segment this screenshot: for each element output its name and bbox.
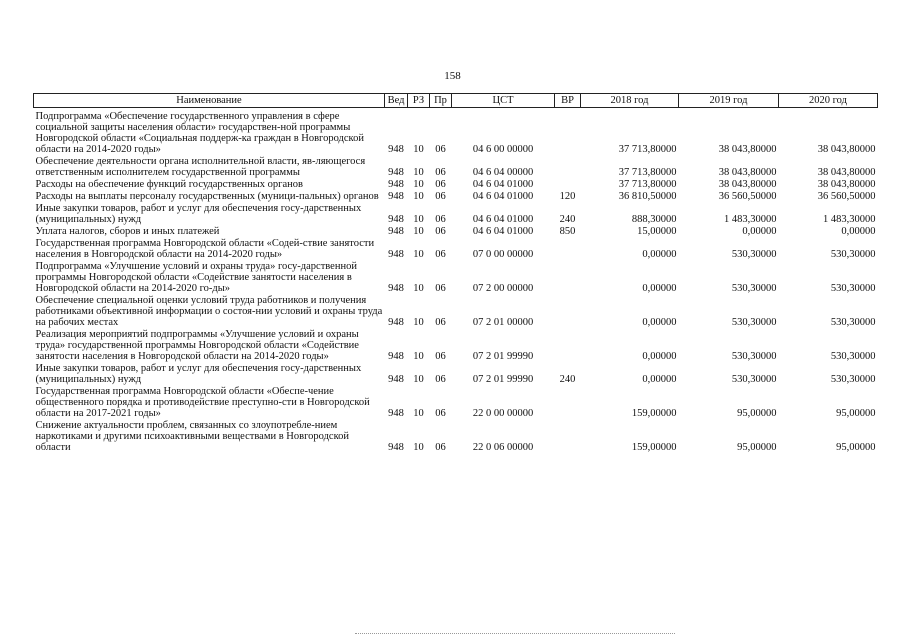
row-2019: 1 483,30000 <box>724 214 777 225</box>
header-2018: 2018 год <box>581 94 679 108</box>
row-cst: 04 6 04 01000 <box>472 226 534 237</box>
row-name: Государственная программа Новгородской области «Содей-ствие занятости населения в Новгородской области на 2014-2020 годы» <box>35 238 375 260</box>
row-ved: 948 <box>388 408 404 419</box>
row-rz: 10 <box>413 179 424 190</box>
row-cst: 22 0 06 00000 <box>472 442 534 453</box>
row-cst: 07 2 01 99990 <box>472 351 534 362</box>
page-number: 158 <box>444 70 461 82</box>
row-2020: 530,30000 <box>830 317 876 328</box>
row-vr <box>555 420 581 454</box>
row-2018: 15,00000 <box>637 226 677 237</box>
row-pr: 06 <box>435 408 446 419</box>
table-row <box>34 386 878 420</box>
table-row <box>34 261 878 295</box>
row-rz: 10 <box>413 351 424 362</box>
table-row <box>34 238 878 261</box>
row-2020: 38 043,80000 <box>817 167 876 178</box>
row-2019: 530,30000 <box>731 351 777 362</box>
table-row <box>34 420 878 454</box>
table-row <box>34 191 878 203</box>
row-pr: 06 <box>435 179 446 190</box>
table-row <box>34 226 878 238</box>
row-vr: 850 <box>559 226 576 237</box>
row-ved: 948 <box>388 249 404 260</box>
row-name: Расходы на выплаты персоналу государственных (муници-пальных) органов <box>35 191 379 202</box>
header-name: Наименование <box>34 94 385 108</box>
row-cst: 04 6 04 00000 <box>472 167 534 178</box>
row-2019: 36 560,50000 <box>718 191 777 202</box>
row-ved: 948 <box>388 179 404 190</box>
row-2018: 37 713,80000 <box>618 144 677 155</box>
row-pr: 06 <box>435 317 446 328</box>
row-2019: 530,30000 <box>731 317 777 328</box>
row-vr: 240 <box>559 374 576 385</box>
row-rz: 10 <box>413 226 424 237</box>
row-rz: 10 <box>413 442 424 453</box>
row-name: Снижение актуальности проблем, связанных со злоупотребле-нием наркотиками и другими психоактивными веществами в Новгородской области <box>35 420 350 453</box>
row-name: Подпрограмма «Улучшение условий и охраны труда» госу-дарственной программы Новгородской области «Содействие занятости населения в Новгородской области на 2014-2020 го-ды» <box>35 261 357 294</box>
row-2020: 36 560,50000 <box>817 191 876 202</box>
row-2019: 95,00000 <box>737 408 777 419</box>
row-2018: 0,00000 <box>642 249 677 260</box>
header-vr: ВР <box>555 94 581 108</box>
row-name: Государственная программа Новгородской области «Обеспе-чение общественного порядка и противодействие преступно-сти в Новгородской области на 2017-2021 годы» <box>35 386 370 419</box>
row-2018: 0,00000 <box>642 351 677 362</box>
row-rz: 10 <box>413 191 424 202</box>
row-2020: 530,30000 <box>830 283 876 294</box>
row-pr: 06 <box>435 167 446 178</box>
row-rz: 10 <box>413 317 424 328</box>
row-2019: 530,30000 <box>731 249 777 260</box>
row-rz: 10 <box>413 167 424 178</box>
row-name: Расходы на обеспечение функций государственных органов <box>35 179 303 190</box>
row-2020: 95,00000 <box>836 408 876 419</box>
header-2019: 2019 год <box>679 94 779 108</box>
row-cst: 04 6 04 01000 <box>472 179 534 190</box>
row-2019: 0,00000 <box>742 226 777 237</box>
row-pr: 06 <box>435 283 446 294</box>
row-ved: 948 <box>388 167 404 178</box>
row-ved: 948 <box>388 283 404 294</box>
row-pr: 06 <box>435 374 446 385</box>
row-cst: 04 6 00 00000 <box>472 144 534 155</box>
bottom-rule <box>355 633 675 634</box>
row-cst: 07 2 01 00000 <box>472 317 534 328</box>
row-pr: 06 <box>435 226 446 237</box>
row-ved: 948 <box>388 351 404 362</box>
row-rz: 10 <box>413 214 424 225</box>
row-ved: 948 <box>388 442 404 453</box>
row-cst: 07 2 00 00000 <box>472 283 534 294</box>
row-vr <box>555 261 581 295</box>
row-2020: 38 043,80000 <box>817 144 876 155</box>
row-ved: 948 <box>388 317 404 328</box>
row-2020: 530,30000 <box>830 374 876 385</box>
table-body <box>34 108 878 455</box>
budget-table <box>33 93 878 454</box>
row-vr <box>555 108 581 157</box>
table-row <box>34 179 878 191</box>
row-2018: 0,00000 <box>642 283 677 294</box>
table-header-row <box>34 94 878 108</box>
row-name: Обеспечение специальной оценки условий труда работников и получения работниками объективной информации о состоя-нии условий и охраны труда на рабочих местах <box>35 295 383 328</box>
row-2019: 38 043,80000 <box>718 179 777 190</box>
row-2019: 95,00000 <box>737 442 777 453</box>
row-ved: 948 <box>388 214 404 225</box>
table-row <box>34 108 878 157</box>
row-2018: 159,00000 <box>631 408 677 419</box>
row-cst: 04 6 04 01000 <box>472 191 534 202</box>
row-cst: 04 6 04 01000 <box>472 214 534 225</box>
row-pr: 06 <box>435 214 446 225</box>
row-2019: 530,30000 <box>731 374 777 385</box>
row-2020: 1 483,30000 <box>823 214 876 225</box>
row-pr: 06 <box>435 351 446 362</box>
row-ved: 948 <box>388 191 404 202</box>
row-2019: 530,30000 <box>731 283 777 294</box>
table-row <box>34 203 878 226</box>
header-rz: РЗ <box>408 94 430 108</box>
row-vr <box>555 156 581 179</box>
row-vr: 120 <box>559 191 576 202</box>
row-cst: 22 0 00 00000 <box>472 408 534 419</box>
table-row <box>34 156 878 179</box>
row-2019: 38 043,80000 <box>718 167 777 178</box>
row-pr: 06 <box>435 191 446 202</box>
row-rz: 10 <box>413 283 424 294</box>
row-2018: 36 810,50000 <box>618 191 677 202</box>
header-ved: Вед <box>385 94 408 108</box>
row-rz: 10 <box>413 144 424 155</box>
row-name: Реализация мероприятий подпрограммы «Улучшение условий и охраны труда» государственной программы Новгородской области «Содействие занятости населения в Новгородской области на 2014-2020 годы» <box>35 329 359 362</box>
row-2020: 530,30000 <box>830 249 876 260</box>
row-vr <box>555 295 581 329</box>
row-rz: 10 <box>413 374 424 385</box>
row-ved: 948 <box>388 144 404 155</box>
row-2018: 37 713,80000 <box>618 167 677 178</box>
row-2018: 888,30000 <box>631 214 677 225</box>
row-name: Иные закупки товаров, работ и услуг для обеспечения госу-дарственных (муниципальных) нужд <box>35 363 362 385</box>
header-2020: 2020 год <box>779 94 878 108</box>
row-vr <box>555 238 581 261</box>
table-row <box>34 329 878 363</box>
row-pr: 06 <box>435 442 446 453</box>
row-2019: 38 043,80000 <box>718 144 777 155</box>
header-pr: Пр <box>430 94 452 108</box>
table-row <box>34 295 878 329</box>
row-2020: 95,00000 <box>836 442 876 453</box>
row-name: Иные закупки товаров, работ и услуг для обеспечения госу-дарственных (муниципальных) нужд <box>35 203 362 225</box>
row-name: Подпрограмма «Обеспечение государственного управления в сфере социальной защиты населения области» государствен-ной программы Новгородской области «Социальная поддерж-ка граждан в Новгородской области на 2014-2020 годы» <box>35 111 364 155</box>
row-name: Обеспечение деятельности органа исполнительной власти, яв-ляющегося ответственным исполнителем государственной программы <box>35 156 366 178</box>
row-2020: 530,30000 <box>830 351 876 362</box>
row-2018: 0,00000 <box>642 374 677 385</box>
row-pr: 06 <box>435 144 446 155</box>
row-vr <box>555 179 581 191</box>
row-pr: 06 <box>435 249 446 260</box>
row-name: Уплата налогов, сборов и иных платежей <box>35 226 220 237</box>
row-ved: 948 <box>388 226 404 237</box>
row-2018: 159,00000 <box>631 442 677 453</box>
row-vr <box>555 386 581 420</box>
row-rz: 10 <box>413 249 424 260</box>
row-rz: 10 <box>413 408 424 419</box>
row-cst: 07 2 01 99990 <box>472 374 534 385</box>
row-2018: 37 713,80000 <box>618 179 677 190</box>
row-2020: 38 043,80000 <box>817 179 876 190</box>
header-cst: ЦСТ <box>452 94 555 108</box>
row-cst: 07 0 00 00000 <box>472 249 534 260</box>
row-vr: 240 <box>559 214 576 225</box>
row-2018: 0,00000 <box>642 317 677 328</box>
row-ved: 948 <box>388 374 404 385</box>
row-2020: 0,00000 <box>841 226 876 237</box>
table-row <box>34 363 878 386</box>
row-vr <box>555 329 581 363</box>
